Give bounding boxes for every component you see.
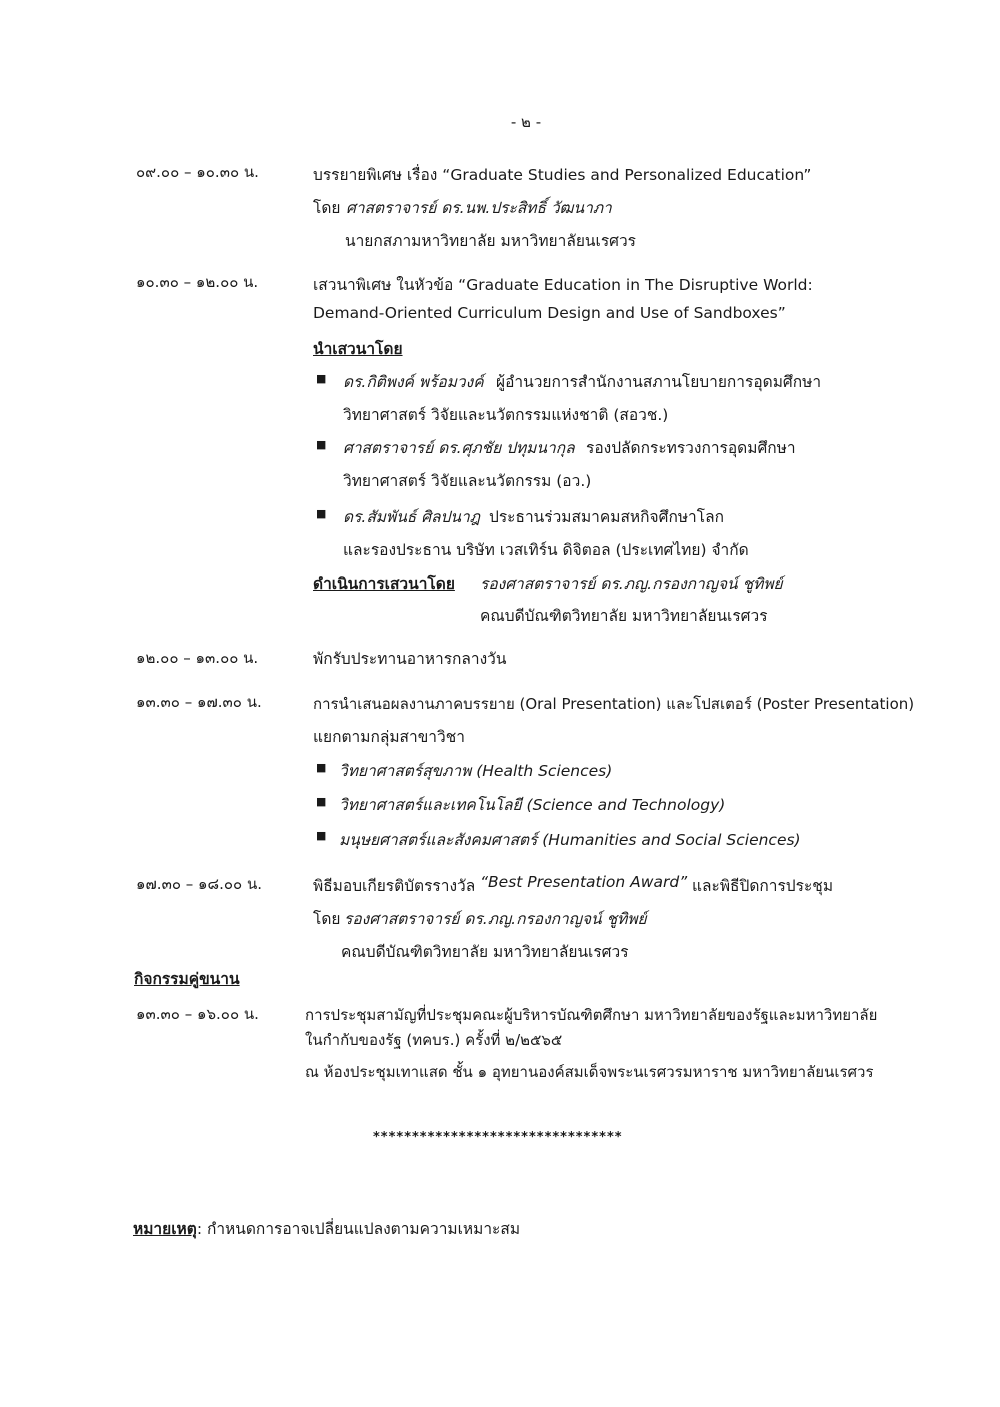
group-2: วิทยาศาสตร์และเทคโนโลยี (Science and Technology) <box>339 796 726 814</box>
lunch-break: พักรับประทานอาหารกลางวัน <box>313 650 507 668</box>
presenter-1-name: ดร.กิติพงค์ พร้อมวงค์ <box>343 373 484 391</box>
bullet-icon: ■ <box>316 795 327 808</box>
presenters-heading: นำเสวนาโดย <box>313 340 403 358</box>
parallel-line-3: ณ ห้องประชุมเทาแสด ชั้น ๑ อุทยานองค์สมเด็จพระนเรศวรมหาราช มหาวิทยาลัยนเรศวร <box>305 1063 874 1081</box>
presenter-2-name: ศาสตราจารย์ ดร.ศุภชัย ปทุมนากุล <box>343 439 575 457</box>
moderator-name: รองศาสตราจารย์ ดร.ภญ.กรองกาญจน์ ชูทิพย์ <box>480 575 783 593</box>
bullet-icon: ■ <box>316 507 327 520</box>
award-presenter: รองศาสตราจารย์ ดร.ภญ.กรองกาญจน์ ชูทิพย์ <box>344 910 647 928</box>
schedule-time-2: ๑๐.๓๐ – ๑๒.๐๐ น. <box>136 273 259 291</box>
presenter-3-name: ดร.สัมพันธ์ ศิลปนาฎ <box>343 508 481 526</box>
parallel-heading: กิจกรรมคู่ขนาน <box>134 970 240 988</box>
panel-title-line-2: Demand-Oriented Curriculum Design and Use of Sandboxes” <box>313 304 786 322</box>
page-number: - ๒ - <box>510 113 542 131</box>
presenter-3-role-2: และรองประธาน บริษัท เวสเทิร์น ดิจิตอล (ประเทศไทย) จำกัด <box>343 541 749 559</box>
moderator-heading: ดำเนินการเสวนาโดย <box>313 575 455 593</box>
schedule-time-1: ๐๙.๐๐ – ๑๐.๓๐ น. <box>136 163 259 181</box>
panel-title-line-1: เสวนาพิเศษ ในหัวข้อ “Graduate Education in The Disruptive World: <box>313 276 813 294</box>
closing-ceremony: และพิธีปิดการประชุม <box>692 877 834 895</box>
bullet-icon: ■ <box>316 761 327 774</box>
lecture-title: บรรยายพิเศษ เรื่อง “Graduate Studies and Personalized Education” <box>313 166 812 184</box>
schedule-time-3: ๑๒.๐๐ – ๑๓.๐๐ น. <box>136 649 259 667</box>
group-1: วิทยาศาสตร์สุขภาพ (Health Sciences) <box>339 762 613 780</box>
schedule-time-5: ๑๗.๓๐ – ๑๘.๐๐ น. <box>136 875 262 893</box>
parallel-line-2: ในกำกับของรัฐ (ทคบร.) ครั้งที่ ๒/๒๕๖๕ <box>305 1031 563 1049</box>
speaker-role: นายกสภามหาวิทยาลัย มหาวิทยาลัยนเรศวร <box>345 232 637 250</box>
bullet-icon: ■ <box>316 372 327 385</box>
presenter-3-role: ประธานร่วมสมาคมสหกิจศึกษาโลก <box>489 508 724 526</box>
schedule-time-4: ๑๓.๓๐ – ๑๗.๓๐ น. <box>136 693 262 711</box>
speaker-name: ศาสตราจารย์ ดร.นพ.ประสิทธิ์ วัฒนาภา <box>346 199 612 217</box>
note-text: : กำหนดการอาจเปลี่ยนแปลงตามความเหมาะสม <box>196 1220 521 1238</box>
presenter-1-role: ผู้อำนวยการสำนักงานสภานโยบายการอุดมศึกษา <box>496 373 822 391</box>
by-label: โดย <box>313 910 341 928</box>
parallel-line-1: การประชุมสามัญที่ประชุมคณะผู้บริหารบัณฑิตศึกษา มหาวิทยาลัยของรัฐและมหาวิทยาลัย <box>305 1006 878 1024</box>
presenter-2-role-2: วิทยาศาสตร์ วิจัยและนวัตกรรม (อว.) <box>343 472 592 490</box>
bullet-icon: ■ <box>316 829 327 842</box>
award-presenter-role: คณบดีบัณฑิตวิทยาลัย มหาวิทยาลัยนเรศวร <box>341 943 629 961</box>
presentation-session: การนำเสนอผลงานภาคบรรยาย (Oral Presentation) และโปสเตอร์ (Poster Presentation) <box>313 695 915 713</box>
note <box>133 1216 520 1241</box>
parallel-time: ๑๓.๓๐ – ๑๖.๐๐ น. <box>136 1005 259 1023</box>
separator: ******************************** <box>373 1130 623 1145</box>
presentation-grouping: แยกตามกลุ่มสาขาวิชา <box>313 728 465 746</box>
presenter-1-role-2: วิทยาศาสตร์ วิจัยและนวัตกรรมแห่งชาติ (สอวช.) <box>343 406 669 424</box>
award-ceremony: พิธีมอบเกียรติบัตรรางวัล <box>313 877 476 895</box>
moderator-role: คณบดีบัณฑิตวิทยาลัย มหาวิทยาลัยนเรศวร <box>480 607 768 625</box>
award-name: “Best Presentation Award” <box>480 873 688 891</box>
note-label: หมายเหตุ <box>133 1220 197 1238</box>
bullet-icon: ■ <box>316 438 327 451</box>
by-label: โดย <box>313 199 341 217</box>
presenter-2-role: รองปลัดกระทรวงการอุดมศึกษา <box>586 439 796 457</box>
group-3: มนุษยศาสตร์และสังคมศาสตร์ (Humanities and Social Sciences) <box>339 831 801 849</box>
